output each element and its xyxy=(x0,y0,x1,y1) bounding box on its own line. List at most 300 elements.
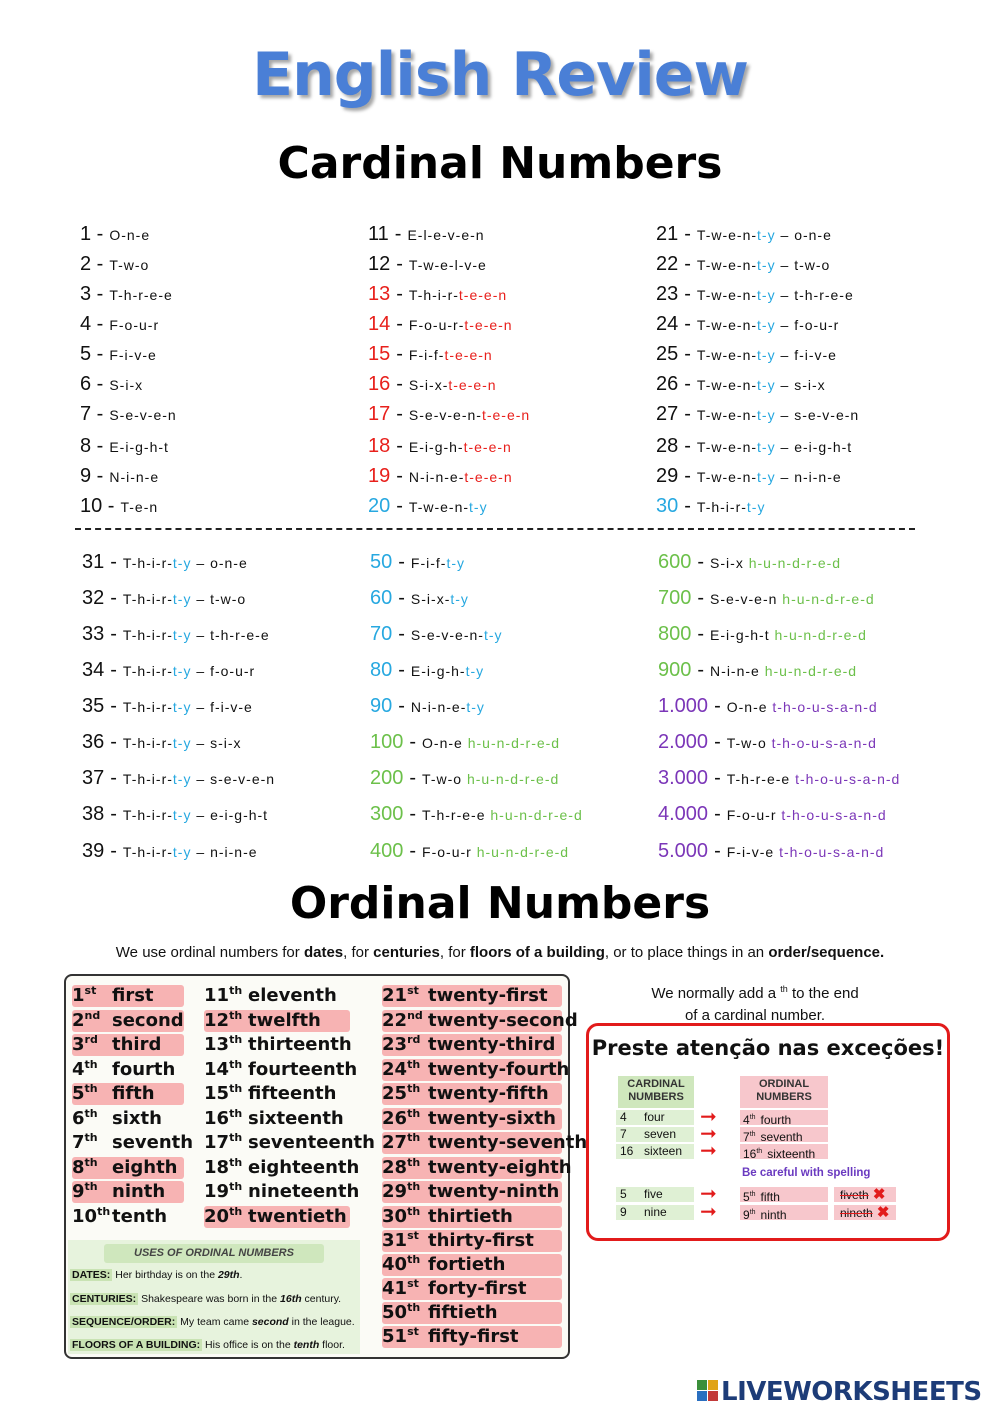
ordinal-digits: 10 xyxy=(72,1206,98,1227)
ordinal-number xyxy=(382,1108,428,1130)
cardinal-suffix: t-y xyxy=(172,771,192,787)
dash: - xyxy=(684,495,691,517)
ordinal-word: twenty-fourth xyxy=(428,1059,570,1080)
cardinal-number: 18 xyxy=(368,435,391,457)
note-sup: th xyxy=(780,984,788,994)
cardinal-word: T-h-r-e-e xyxy=(109,287,173,303)
cardinal-number: 900 xyxy=(658,659,692,681)
ordinal-suffix: th xyxy=(749,1209,756,1216)
cardinal-word: T-h-i-r- xyxy=(122,807,173,823)
ordinal-word: sixteenth xyxy=(767,1147,816,1161)
cardinal-word: E-i-g-h- xyxy=(408,439,464,455)
dash: - xyxy=(110,587,117,609)
cardinal-row xyxy=(80,224,150,244)
ordinal-digits: 22 xyxy=(382,1010,408,1031)
wrong-spelling xyxy=(834,1187,896,1202)
ordinal-suffix: th xyxy=(407,1205,421,1218)
dash: – xyxy=(775,227,795,243)
cardinal-word: five xyxy=(644,1187,663,1201)
intro-bold: floors of a building xyxy=(469,944,605,961)
ordinal-box xyxy=(740,1110,828,1125)
use-text: century. xyxy=(301,1293,342,1305)
cardinal-unit: f-i-v-e xyxy=(794,347,837,363)
ordinal-box xyxy=(740,1127,828,1142)
ordinal-number xyxy=(204,1010,248,1032)
use-emphasis: tenth xyxy=(293,1339,320,1351)
cardinal-word: F-i-v-e xyxy=(109,347,157,363)
ordinal-word: sixth xyxy=(112,1108,162,1129)
dash: – xyxy=(191,735,211,751)
cardinal-word: T-w-e-n- xyxy=(696,347,758,363)
ordinal-suffix: st xyxy=(407,984,419,997)
cardinal-number: 28 xyxy=(656,435,679,457)
cardinal-suffix: t-e-e-n xyxy=(448,377,497,393)
cardinal-row xyxy=(80,374,143,394)
ordinal-item xyxy=(382,1326,562,1348)
cardinal-word: S-e-v-e-n- xyxy=(410,627,484,643)
ordinal-word: eighteenth xyxy=(248,1157,360,1178)
ordinal-suffix: th xyxy=(84,1082,98,1095)
cardinal-word: T-w-e-n- xyxy=(696,317,758,333)
cardinal-word: T-w-o xyxy=(726,735,767,751)
ordinal-number xyxy=(382,1302,428,1324)
ordinal-digits: 8 xyxy=(72,1157,85,1178)
cardinal-word: N-i-n-e xyxy=(109,469,160,485)
ordinal-word: twenty-sixth xyxy=(428,1108,556,1129)
ordinal-digits: 51 xyxy=(382,1326,408,1347)
ordinal-digits: 28 xyxy=(382,1157,408,1178)
ordinal-item xyxy=(382,1058,570,1081)
cardinal-box xyxy=(616,1127,694,1142)
ordinal-number xyxy=(204,1034,248,1056)
cardinal-word: N-i-n-e- xyxy=(408,469,465,485)
ordinal-digits: 3 xyxy=(72,1034,85,1055)
ordinal-item xyxy=(204,985,350,1007)
ordinal-number xyxy=(382,1206,428,1228)
cardinal-suffix: t-y xyxy=(757,227,776,243)
cardinal-word: F-o-u-r xyxy=(422,844,472,860)
cardinal-row xyxy=(656,436,852,456)
ordinal-suffix: th xyxy=(407,1058,421,1071)
arrow-icon: ➞ xyxy=(700,1140,717,1162)
ordinal-number xyxy=(382,1157,428,1179)
ordinal-digits: 5 xyxy=(743,1190,750,1204)
ordinal-number xyxy=(382,1326,428,1348)
ordinal-digits: 21 xyxy=(382,985,408,1006)
ordinal-item xyxy=(204,1206,350,1228)
cardinal-suffix: t-y xyxy=(172,555,192,571)
cardinal-number: 15 xyxy=(368,343,391,365)
cardinal-unit: o-n-e xyxy=(210,555,248,571)
cardinal-word: T-h-i-r- xyxy=(408,287,459,303)
ordinal-word: twenty-third xyxy=(428,1034,556,1055)
ordinal-word: seventeenth xyxy=(248,1132,375,1153)
ordinal-item xyxy=(72,1059,184,1081)
ordinal-suffix: rd xyxy=(407,1033,421,1046)
ordinal-item xyxy=(204,1156,360,1179)
ordinal-word: thirteenth xyxy=(248,1034,352,1055)
ordinal-digits: 41 xyxy=(382,1278,408,1299)
cardinal-suffix: t-e-e-n xyxy=(458,287,508,303)
cardinal-number: 25 xyxy=(656,343,679,365)
cardinal-suffix: t-y xyxy=(172,844,192,860)
cardinal-number: 16 xyxy=(620,1144,634,1158)
cardinal-row xyxy=(368,344,493,364)
logo-icon xyxy=(697,1380,719,1402)
cardinal-number: 12 xyxy=(368,253,391,275)
ordinal-digits: 27 xyxy=(382,1132,408,1153)
ordinal-digits: 23 xyxy=(382,1034,408,1055)
ordinal-suffix: th xyxy=(97,1205,111,1218)
dash: - xyxy=(110,659,117,681)
ordinal-note xyxy=(600,978,910,1027)
cardinal-row xyxy=(82,588,246,608)
arrow-icon: ➞ xyxy=(700,1183,717,1205)
ordinal-word: fourth xyxy=(112,1059,176,1080)
use-emphasis: 29th xyxy=(217,1269,240,1281)
dash: - xyxy=(697,551,705,573)
cardinal-suffix: t-y xyxy=(172,735,192,751)
cardinal-row xyxy=(658,696,878,716)
dash: - xyxy=(684,435,691,457)
cardinal-row xyxy=(368,224,485,244)
cardinal-suffix: t-y xyxy=(483,627,503,643)
cardinal-word: E-l-e-v-e-n xyxy=(407,227,485,243)
dash: – xyxy=(775,377,795,393)
dash: – xyxy=(191,591,211,607)
ordinal-word: twenty-eighth xyxy=(428,1157,572,1178)
ordinal-word: second xyxy=(112,1010,184,1031)
cardinal-number: 4.000 xyxy=(658,803,709,825)
ordinal-item xyxy=(382,1278,562,1300)
ordinal-item xyxy=(382,1254,562,1276)
cardinal-title: Cardinal Numbers xyxy=(277,138,723,189)
cardinal-suffix: h-u-n-d-r-e-d xyxy=(467,735,561,751)
ordinal-digits: 7 xyxy=(743,1130,750,1144)
cardinal-row xyxy=(82,552,248,572)
ordinal-item xyxy=(72,1181,184,1203)
cardinal-row xyxy=(368,466,513,486)
cardinal-word: N-i-n-e xyxy=(710,663,760,679)
ordinal-digits: 30 xyxy=(382,1206,408,1227)
dash: - xyxy=(714,695,721,717)
cardinal-number: 16 xyxy=(368,373,391,395)
cardinal-row xyxy=(370,588,469,608)
cardinal-number: 37 xyxy=(82,767,105,789)
ordinal-digits: 19 xyxy=(204,1181,230,1202)
cardinal-suffix: t-y xyxy=(757,257,776,273)
cardinal-number: 33 xyxy=(82,623,105,645)
dash: - xyxy=(396,435,403,457)
cardinal-row xyxy=(80,466,159,486)
cardinal-row xyxy=(656,224,832,244)
dash: - xyxy=(110,840,117,862)
ordinal-number xyxy=(72,985,112,1007)
cardinal-suffix: t-y xyxy=(446,555,466,571)
ordinal-item xyxy=(382,1302,562,1324)
cardinal-unit: t-h-r-e-e xyxy=(794,287,854,303)
cardinal-number: 26 xyxy=(656,373,679,395)
cardinal-row xyxy=(368,284,507,304)
ordinal-suffix: th xyxy=(229,1058,243,1071)
ordinal-number xyxy=(72,1083,112,1105)
ordinal-item xyxy=(72,1206,184,1228)
dash: – xyxy=(775,257,795,273)
cardinal-word: O-n-e xyxy=(726,699,768,715)
dash: – xyxy=(191,699,211,715)
cardinal-word: N-i-n-e- xyxy=(410,699,467,715)
cardinal-number: 2.000 xyxy=(658,731,709,753)
ordinal-digits: 6 xyxy=(72,1108,85,1129)
dash: - xyxy=(398,587,405,609)
cardinal-numbers-header xyxy=(618,1076,694,1108)
ordinal-digits: 29 xyxy=(382,1181,408,1202)
dash: - xyxy=(697,659,705,681)
cardinal-number: 50 xyxy=(370,551,393,573)
cardinal-number: 31 xyxy=(82,551,105,573)
cardinal-row xyxy=(658,588,875,608)
cardinal-row xyxy=(368,374,497,394)
ordinal-digits: 16 xyxy=(204,1108,230,1129)
dash: - xyxy=(697,623,705,645)
ordinal-word: thirty-first xyxy=(428,1230,534,1251)
cardinal-suffix: t-y xyxy=(465,663,485,679)
cardinal-number: 800 xyxy=(658,623,692,645)
cardinal-number: 5 - xyxy=(80,343,104,365)
ordinal-word: fifth xyxy=(760,1190,780,1204)
intro-text: We use ordinal numbers for xyxy=(115,944,304,961)
use-label: CENTURIES: xyxy=(72,1293,137,1305)
ordinal-number xyxy=(382,1132,428,1154)
cardinal-row xyxy=(368,404,530,424)
dash: - xyxy=(398,623,405,645)
ordinal-suffix: th xyxy=(407,1301,421,1314)
ordinal-title: Ordinal Numbers xyxy=(289,878,711,929)
ordinal-suffix: th xyxy=(229,1131,243,1144)
ordinal-word: twenty-second xyxy=(428,1010,578,1031)
cardinal-number: 30 xyxy=(656,495,679,517)
cardinal-number: 80 xyxy=(370,659,393,681)
note-text: to the end xyxy=(787,985,859,1002)
cardinal-suffix: t-e-e-n xyxy=(464,317,513,333)
cardinal-row xyxy=(656,344,837,364)
cardinal-row xyxy=(82,660,255,680)
ordinal-numbers-header xyxy=(740,1076,828,1108)
ordinal-number xyxy=(72,1181,112,1203)
cardinal-number: 600 xyxy=(658,551,692,573)
cardinal-row xyxy=(80,254,149,274)
ordinal-digits: 15 xyxy=(204,1083,230,1104)
dash: - xyxy=(409,803,417,825)
intro-bold: order/sequence. xyxy=(768,944,885,961)
ordinal-digits: 1 xyxy=(72,985,85,1006)
dash: - xyxy=(110,767,117,789)
ordinal-item xyxy=(204,1108,350,1130)
ordinal-digits: 17 xyxy=(204,1132,230,1153)
cardinal-word: T-w-e-n- xyxy=(696,377,758,393)
cardinal-suffix: t-y xyxy=(172,627,192,643)
cardinal-suffix: t-y xyxy=(757,287,776,303)
ordinal-digits: 4 xyxy=(72,1059,85,1080)
ordinal-number xyxy=(72,1132,112,1154)
ordinal-item xyxy=(72,1034,184,1056)
intro-bold: centuries xyxy=(373,944,440,961)
cardinal-word: F-i-f- xyxy=(408,347,445,363)
ordinal-word: seventh xyxy=(112,1132,194,1153)
dashed-divider xyxy=(75,528,915,530)
cardinal-word: E-i-g-h- xyxy=(410,663,466,679)
ordinal-digits: 13 xyxy=(204,1034,230,1055)
ordinal-suffix: th xyxy=(407,1180,421,1193)
cardinal-number: 100 xyxy=(370,731,404,753)
ordinal-suffix: th xyxy=(229,1180,243,1193)
ordinal-number xyxy=(740,1205,756,1223)
ordinal-suffix: th xyxy=(84,1131,98,1144)
cardinal-box xyxy=(616,1187,694,1202)
ordinal-digits: 31 xyxy=(382,1230,408,1251)
use-emphasis: second xyxy=(251,1316,289,1328)
cardinal-row xyxy=(370,660,484,680)
ordinal-suffix: th xyxy=(229,1009,243,1022)
cardinal-number: 9 xyxy=(620,1205,627,1219)
arrow-icon: ➞ xyxy=(700,1201,717,1223)
cardinal-word: O-n-e xyxy=(422,735,463,751)
dash: - xyxy=(684,343,691,365)
ordinal-number xyxy=(740,1144,762,1162)
ordinal-number xyxy=(382,1010,428,1032)
ordinal-digits: 40 xyxy=(382,1254,408,1275)
cardinal-row xyxy=(658,768,900,788)
dash: - xyxy=(398,659,405,681)
ordinal-item xyxy=(382,1083,562,1105)
ordinal-number xyxy=(382,1254,428,1276)
dash: - xyxy=(398,695,405,717)
ordinal-word: fifth xyxy=(112,1083,155,1104)
cardinal-suffix: t-y xyxy=(172,663,192,679)
cardinal-row xyxy=(82,732,242,752)
ordinal-word: thirtieth xyxy=(428,1206,513,1227)
ordinal-digits: 24 xyxy=(382,1059,408,1080)
dash: – xyxy=(775,407,795,423)
cardinal-number: 36 xyxy=(82,731,105,753)
cardinal-number: 29 xyxy=(656,465,679,487)
ordinal-item xyxy=(382,1230,562,1252)
dash: - xyxy=(409,840,417,862)
cardinal-row xyxy=(658,552,841,572)
ordinal-number xyxy=(740,1187,756,1205)
cardinal-suffix: t-y xyxy=(746,499,766,515)
ordinal-item xyxy=(72,1131,194,1154)
ordinal-word: third xyxy=(112,1034,162,1055)
ordinal-digits: 18 xyxy=(204,1157,230,1178)
ordinal-suffix: th xyxy=(756,1148,763,1155)
ordinal-number xyxy=(382,1083,428,1105)
cardinal-row xyxy=(80,404,177,424)
dash: - xyxy=(684,313,691,335)
ordinal-word: ninth xyxy=(760,1208,787,1222)
header-line: ORDINAL xyxy=(758,1078,810,1090)
ordinal-digits: 7 xyxy=(72,1132,85,1153)
cardinal-suffix: t-e-e-n xyxy=(464,469,513,485)
use-row xyxy=(70,1266,242,1284)
cardinal-unit: s-i-x xyxy=(210,735,242,751)
cardinal-row xyxy=(370,624,503,644)
ordinal-number xyxy=(204,985,248,1007)
cardinal-word: T-w-e-n- xyxy=(696,407,758,423)
ordinal-number xyxy=(72,1010,112,1032)
cardinal-row xyxy=(82,841,258,861)
cardinal-number: 7 - xyxy=(80,403,104,425)
cardinal-word: S-i-x xyxy=(109,377,144,393)
dash: - xyxy=(110,695,117,717)
cardinal-word: nine xyxy=(644,1205,667,1219)
logo-text: LIVEWORKSHEETS xyxy=(721,1377,982,1407)
cardinal-suffix: t-y xyxy=(172,699,192,715)
dash: – xyxy=(191,771,211,787)
cardinal-word: E-i-g-h-t xyxy=(710,627,770,643)
cardinal-number: 17 xyxy=(368,403,391,425)
cardinal-word: T-h-i-r- xyxy=(122,627,173,643)
cardinal-suffix: t-h-o-u-s-a-n-d xyxy=(771,735,877,751)
ordinal-number xyxy=(382,985,428,1007)
dash: – xyxy=(191,555,211,571)
dash: - xyxy=(110,551,117,573)
cardinal-word: S-i-x xyxy=(710,555,744,571)
cardinal-number: 11 xyxy=(368,223,389,245)
dash: - xyxy=(684,223,691,245)
exceptions-title: Preste atenção nas exceções! xyxy=(591,1036,945,1060)
cardinal-unit: f-o-u-r xyxy=(794,317,840,333)
ordinal-suffix: th xyxy=(229,1033,243,1046)
cardinal-row xyxy=(370,696,485,716)
cardinal-word: T-h-i-r- xyxy=(122,555,173,571)
cardinal-number: 35 xyxy=(82,695,105,717)
cardinal-suffix: t-y xyxy=(172,807,192,823)
ordinal-number xyxy=(382,1230,428,1252)
ordinal-word: fifteenth xyxy=(248,1083,337,1104)
dash: - xyxy=(110,731,117,753)
ordinal-item xyxy=(72,1157,184,1179)
cardinal-word: T-h-i-r- xyxy=(122,699,173,715)
cardinal-row xyxy=(656,254,830,274)
ordinal-item xyxy=(382,1131,588,1154)
uses-heading: USES OF ORDINAL NUMBERS xyxy=(104,1244,324,1263)
cardinal-row xyxy=(82,804,268,824)
ordinal-number xyxy=(204,1206,248,1228)
cardinal-number: 4 - xyxy=(80,313,104,335)
ordinal-item xyxy=(204,1180,360,1203)
ordinal-item xyxy=(382,1181,562,1203)
cardinal-suffix: h-u-n-d-r-e-d xyxy=(782,591,875,607)
cardinal-word: T-w-e-n- xyxy=(696,439,758,455)
cardinal-number: 3 - xyxy=(80,283,104,305)
ordinal-digits: 20 xyxy=(204,1206,230,1227)
dash: - xyxy=(396,283,403,305)
cardinal-number: 19 xyxy=(368,465,391,487)
dash: - xyxy=(396,373,403,395)
cardinal-number: 1.000 xyxy=(658,695,709,717)
cardinal-suffix: t-y xyxy=(450,591,469,607)
use-label: DATES: xyxy=(72,1269,111,1281)
cardinal-row xyxy=(656,374,826,394)
cardinal-number: 39 xyxy=(82,840,105,862)
cardinal-unit: n-i-n-e xyxy=(210,844,258,860)
ordinal-item xyxy=(382,985,562,1007)
cardinal-number: 5 xyxy=(620,1187,627,1201)
wrong-word: fiveth xyxy=(840,1188,869,1202)
cardinal-number: 90 xyxy=(370,695,393,717)
x-mark-icon: ✖ xyxy=(872,1204,890,1221)
